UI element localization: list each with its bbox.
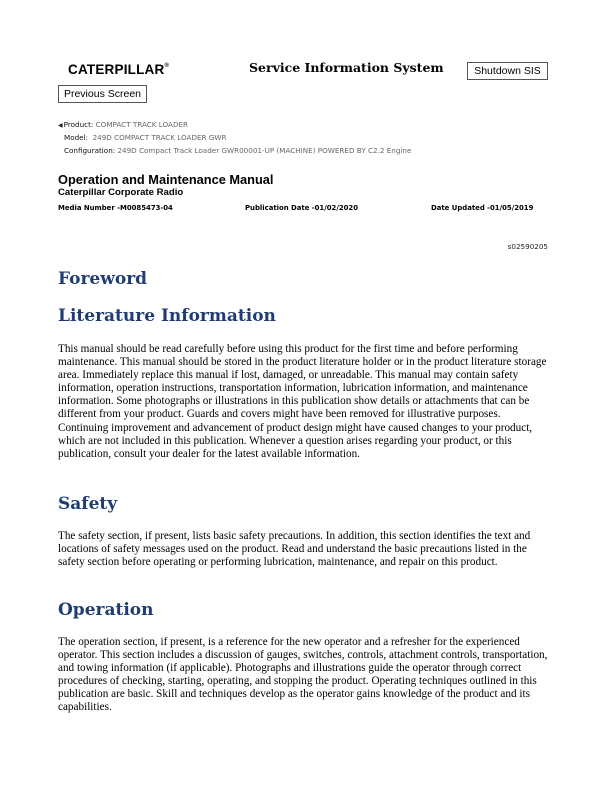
manual-title: Operation and Maintenance Manual [58,172,274,187]
configuration-label: Configuration: [64,146,116,155]
model-label: Model: [64,133,89,142]
product-value: COMPACT TRACK LOADER [95,120,189,129]
configuration-line [64,146,411,155]
model-line [64,133,227,142]
media-number: Media Number -M0085473-04 [58,204,173,212]
configuration-value: 249D Compact Track Loader GWR00001-UP (MACHINE) POWERED BY C2.2 Engine [117,146,412,155]
reference-id: s02590205 [507,242,548,251]
operation-heading: Operation [58,600,154,620]
foreword-heading: Foreword [58,269,148,289]
logo-text: CATERPILLAR [68,61,165,78]
system-title: Service Information System [249,60,444,75]
publication-date: Publication Date -01/02/2020 [245,204,359,212]
shutdown-sis-button[interactable]: Shutdown SIS [467,62,548,80]
caret-left-icon[interactable]: ◀ [58,122,63,129]
operation-paragraph: The operation section, if present, is a reference for the new operator and a refresher for the experienced operator. This section includes a discussion of gauges, switches, controls, attachment controls, transportation, and towing information (if applicable). Photographs and illustrations guide the operator through correct procedures of checking, starting, operating, and stopping the product. Operating techniques outlined in this publication are basic. Skill and techniques develop as the operator gains knowledge of the product and its capabilities. [58,636,548,714]
safety-heading: Safety [58,494,118,514]
manual-subtitle: Caterpillar Corporate Radio [58,187,184,198]
model-value: 249D COMPACT TRACK LOADER GWR [92,133,227,142]
previous-screen-button[interactable]: Previous Screen [58,85,147,103]
registered-mark: ® [164,62,170,69]
date-updated: Date Updated -01/05/2019 [431,204,534,212]
product-label: Product: [63,120,94,129]
product-line [58,120,188,129]
caterpillar-logo [68,62,169,78]
safety-paragraph: The safety section, if present, lists basic safety precautions. In addition, this section identifies the text and locations of safety messages used on the product. Read and understand the basic precautions listed in the safety section before operating or performing lubrication, maintenance, and repair on this product. [58,530,531,569]
literature-heading: Literature Information [58,306,276,326]
literature-paragraph: This manual should be read carefully before using this product for the first time and before performing maintenance. This manual should be stored in the product literature holder or in the product literature storage area. Immediately replace this manual if lost, damaged, or unreadable. This manual may contain safety information, operation instructions, transportation information, lubrication information, and maintenance information. Some photographs or illustrations in this publication show details or attachments that can be different from your product. Guards and covers might have been removed for illustrative purposes. Continuing improvement and advancement of product design might have caused changes to your product, which are not included in this publication. Whenever a question arises regarding your product, or this publication, consult your dealer for the latest available information. [58,343,547,460]
